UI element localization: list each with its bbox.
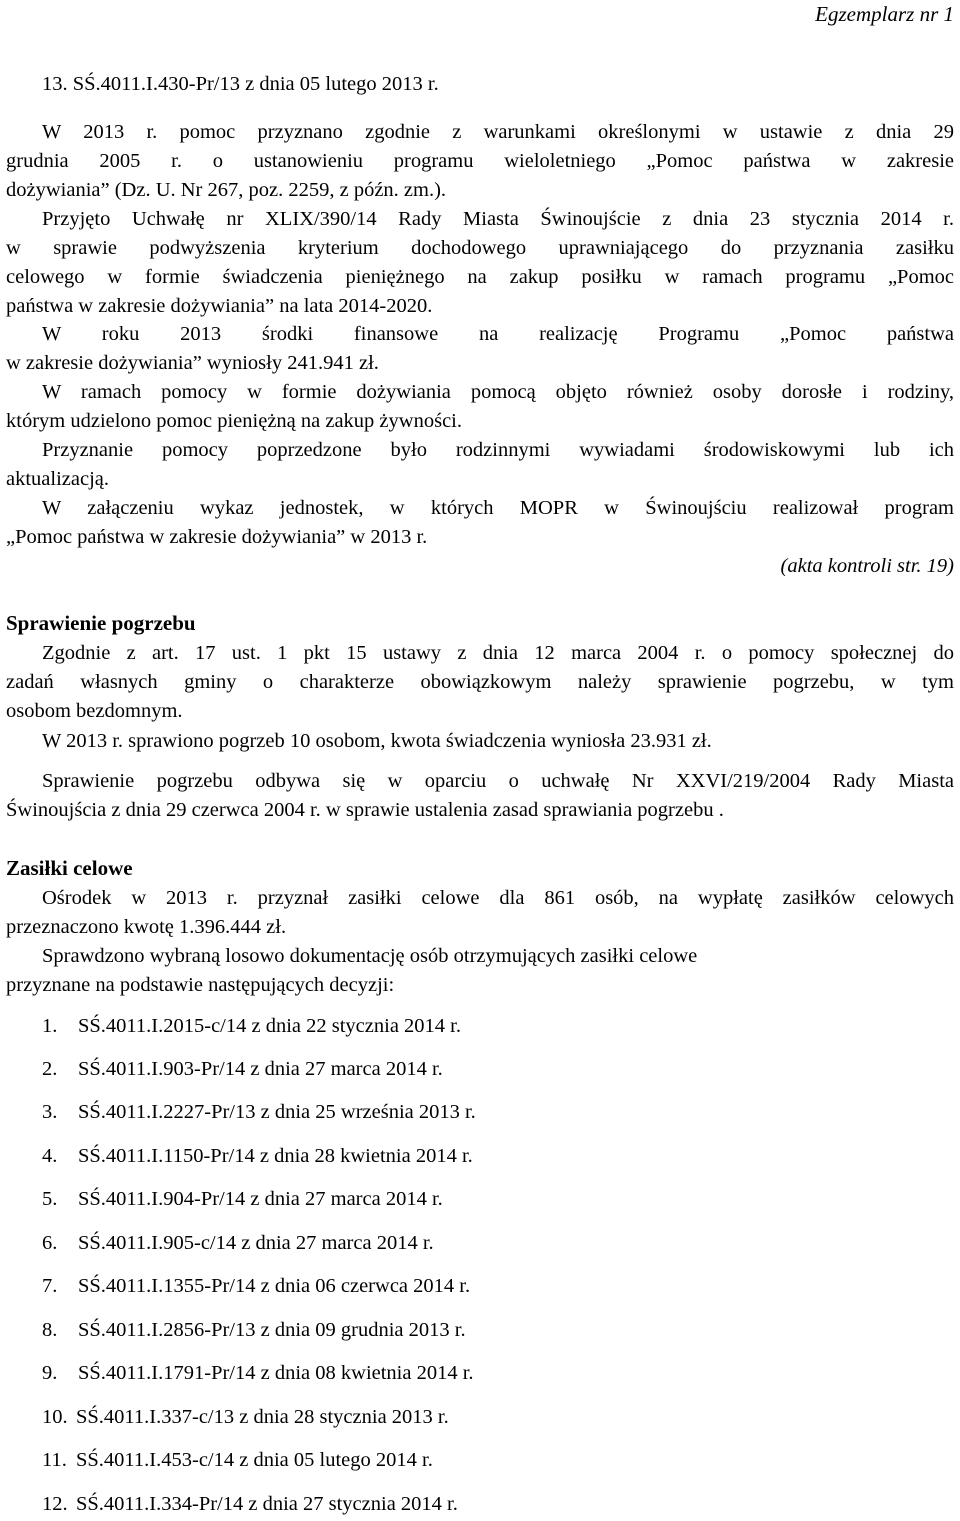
paragraph-line: W załączeniu wykaz jednostek, w których MOPR w Świnoujściu realizował program (42, 497, 954, 519)
item-number: 7. (42, 1275, 58, 1297)
decision-item (42, 1100, 476, 1124)
paragraph-line: W 2013 r. pomoc przyznano zgodnie z warunkami określonymi w ustawie z dnia 29 (42, 121, 954, 143)
item-number: 2. (42, 1058, 58, 1080)
copy-number-label: Egzemplarz nr 1 (815, 2, 954, 26)
decision-item (42, 1231, 434, 1255)
item-text: SŚ.4011.I.1150-Pr/14 z dnia 28 kwietnia 2014 r. (78, 1145, 473, 1167)
item-text: SŚ.4011.I.1791-Pr/14 z dnia 08 kwietnia 2014 r. (78, 1362, 474, 1384)
audit-reference: (akta kontroli str. 19) (780, 555, 954, 577)
item-text: SŚ.4011.I.905-c/14 z dnia 27 marca 2014 r. (78, 1232, 434, 1254)
paragraph-line: Świnoujścia z dnia 29 czerwca 2004 r. w sprawie ustalenia zasad sprawiania pogrzebu . (6, 799, 724, 821)
item-text: SŚ.4011.I.904-Pr/14 z dnia 27 marca 2014 r. (78, 1188, 443, 1210)
paragraph-line: przeznaczono kwotę 1.396.444 zł. (6, 916, 287, 938)
paragraph-line: Przyznanie pomocy poprzedzone było rodzinnymi wywiadami środowiskowymi lub ich (42, 439, 954, 461)
item-text: SŚ.4011.I.2227-Pr/13 z dnia 25 września 2013 r. (78, 1101, 476, 1123)
decision-item (42, 1448, 433, 1472)
paragraph-line: osobom bezdomnym. (6, 700, 183, 722)
paragraph-line: aktualizacją. (6, 468, 110, 490)
item-number: 4. (42, 1145, 58, 1167)
item-number: 3. (42, 1101, 58, 1123)
paragraph-line: Zgodnie z art. 17 ust. 1 pkt 15 ustawy z dnia 12 marca 2004 r. o pomocy społecznej do (42, 642, 954, 664)
paragraph-line: Przyjęto Uchwałę nr XLIX/390/14 Rady Miasta Świnoujście z dnia 23 stycznia 2014 r. (42, 208, 954, 230)
paragraph-line: W ramach pomocy w formie dożywiania pomocą objęto również osoby dorosłe i rodziny, (42, 381, 954, 403)
item-text: SŚ.4011.I.337-c/13 z dnia 28 stycznia 2013 r. (76, 1406, 449, 1428)
decision-item (42, 1014, 461, 1038)
paragraph-line: W roku 2013 środki finansowe na realizację Programu „Pomoc państwa (42, 323, 954, 345)
item-text: SŚ.4011.I.2856-Pr/13 z dnia 09 grudnia 2013 r. (78, 1319, 466, 1341)
item-number: 10. (42, 1406, 68, 1428)
paragraph-line: w sprawie podwyższenia kryterium dochodowego uprawniającego do przyznania zasiłku (6, 237, 954, 259)
section-heading-benefits: Zasiłki celowe (6, 856, 133, 880)
item-number: 6. (42, 1232, 58, 1254)
paragraph-line: grudnia 2005 r. o ustanowieniu programu wieloletniego „Pomoc państwa w zakresie (6, 150, 954, 172)
item-text: SŚ.4011.I.903-Pr/14 z dnia 27 marca 2014 r. (78, 1058, 443, 1080)
paragraph-line: zadań własnych gminy o charakterze obowiązkowym należy sprawienie pogrzebu, w tym (6, 671, 954, 693)
paragraph-line: w zakresie dożywiania” wyniosły 241.941 zł. (6, 352, 379, 374)
item-number: 12. (42, 1493, 68, 1515)
paragraph-line: „Pomoc państwa w zakresie dożywiania” w 2013 r. (6, 526, 428, 548)
item-text: SŚ.4011.I.453-c/14 z dnia 05 lutego 2014 r. (76, 1449, 433, 1471)
item-number: 8. (42, 1319, 58, 1341)
decision-item (42, 1057, 443, 1081)
decision-item (42, 1361, 474, 1385)
decision-item (42, 1274, 470, 1298)
item-text: SŚ.4011.I.1355-Pr/14 z dnia 06 czerwca 2014 r. (78, 1275, 471, 1297)
item-number: 5. (42, 1188, 58, 1210)
paragraph-line: Sprawienie pogrzebu odbywa się w oparciu o uchwałę Nr XXVI/219/2004 Rady Miasta (42, 770, 954, 792)
decision-item (42, 1318, 466, 1342)
item-text: SŚ.4011.I.334-Pr/14 z dnia 27 stycznia 2014 r. (76, 1493, 458, 1515)
paragraph-line: państwa w zakresie dożywiania” na lata 2014-2020. (6, 295, 433, 317)
paragraph-line: dożywiania” (Dz. U. Nr 267, poz. 2259, z późn. zm.). (6, 179, 447, 201)
item-number: 1. (42, 1015, 58, 1037)
paragraph-line: którym udzielono pomoc pieniężną na zakup żywności. (6, 410, 462, 432)
paragraph-line: W 2013 r. sprawiono pogrzeb 10 osobom, kwota świadczenia wyniosła 23.931 zł. (42, 730, 712, 752)
paragraph-line: przyznane na podstawie następujących decyzji: (6, 974, 395, 996)
decision-item (42, 1405, 449, 1429)
decision-item (42, 1144, 473, 1168)
paragraph-line: Sprawdzono wybraną losowo dokumentację osób otrzymujących zasiłki celowe (42, 945, 698, 967)
decision-item (42, 1492, 458, 1516)
decision-item-13: 13. SŚ.4011.I.430-Pr/13 z dnia 05 lutego 2013 r. (42, 73, 439, 95)
paragraph-line: celowego w formie świadczenia pieniężnego na zakup posiłku w ramach programu „Pomoc (6, 266, 954, 288)
item-number: 9. (42, 1362, 58, 1384)
decision-item (42, 1187, 443, 1211)
item-text: SŚ.4011.I.2015-c/14 z dnia 22 stycznia 2014 r. (78, 1015, 461, 1037)
paragraph-line: Ośrodek w 2013 r. przyznał zasiłki celowe dla 861 osób, na wypłatę zasiłków celowych (42, 887, 954, 909)
section-heading-funeral: Sprawienie pogrzebu (6, 611, 196, 635)
item-number: 11. (42, 1449, 67, 1471)
